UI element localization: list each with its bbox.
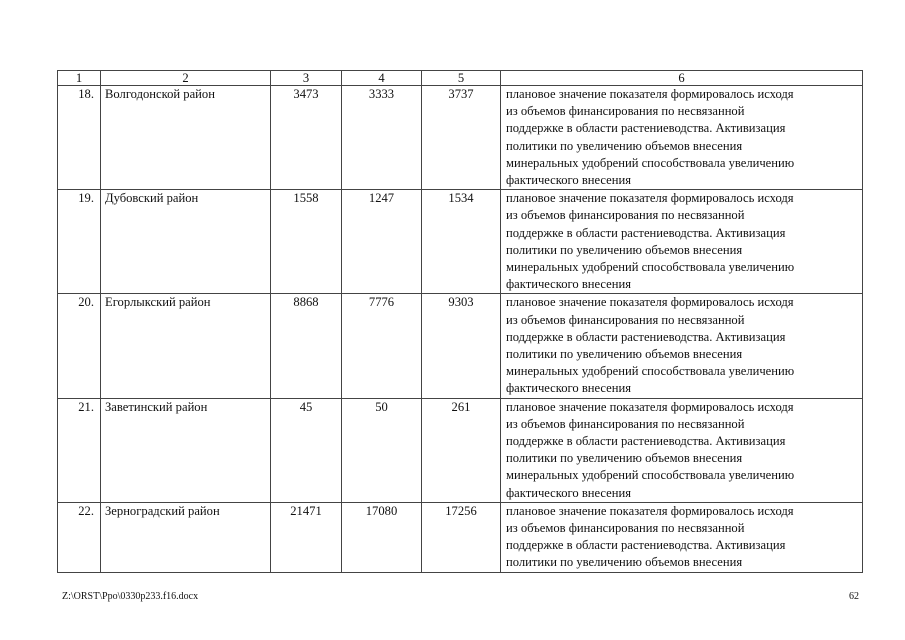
note-line: плановое значение показателя формировалось исходя: [506, 503, 794, 518]
note-cell: [501, 398, 863, 502]
value-col-4: 50: [342, 398, 422, 502]
note-line: плановое значение показателя формировалось исходя: [506, 295, 794, 310]
note-cell: [501, 502, 863, 572]
note-line: из объемов финансирования по несвязанной: [506, 416, 745, 431]
note-line: из объемов финансирования по несвязанной: [506, 312, 745, 327]
note-line: минеральных удобрений способствовала увеличению: [506, 260, 795, 275]
column-header: 6: [501, 71, 863, 86]
value-col-5: 17256: [422, 502, 501, 572]
table-row: [58, 398, 863, 502]
value-col-5: 1534: [422, 190, 501, 294]
note-line: фактического внесения: [506, 173, 632, 188]
note-line: из объемов финансирования по несвязанной: [506, 521, 745, 536]
district-name: Дубовский район: [101, 190, 271, 294]
note-line: политики по увеличению объемов внесения: [506, 138, 743, 153]
note-line: фактического внесения: [506, 485, 632, 500]
row-number: 18.: [58, 86, 101, 190]
district-name: Волгодонской район: [101, 86, 271, 190]
note-line: политики по увеличению объемов внесения: [506, 347, 743, 362]
value-col-3: 1558: [271, 190, 342, 294]
note-line: фактического внесения: [506, 381, 632, 396]
note-cell: [501, 190, 863, 294]
table-row: [58, 502, 863, 572]
note-line: из объемов финансирования по несвязанной: [506, 208, 745, 223]
column-header: 5: [422, 71, 501, 86]
note-cell: [501, 294, 863, 398]
value-col-5: 3737: [422, 86, 501, 190]
note-line: плановое значение показателя формировалось исходя: [506, 191, 794, 206]
note-line: поддержке в области растениеводства. Активизация: [506, 121, 786, 136]
note-line: из объемов финансирования по несвязанной: [506, 104, 745, 119]
row-number: 21.: [58, 398, 101, 502]
note-line: минеральных удобрений способствовала увеличению: [506, 155, 795, 170]
data-table: [57, 70, 863, 573]
district-name: Заветинский район: [101, 398, 271, 502]
value-col-3: 45: [271, 398, 342, 502]
row-number: 22.: [58, 502, 101, 572]
value-col-5: 261: [422, 398, 501, 502]
district-name: Егорлыкский район: [101, 294, 271, 398]
value-col-4: 17080: [342, 502, 422, 572]
column-header: 4: [342, 71, 422, 86]
row-number: 20.: [58, 294, 101, 398]
district-name: Зерноградский район: [101, 502, 271, 572]
note-line: минеральных удобрений способствовала увеличению: [506, 468, 795, 483]
value-col-3: 8868: [271, 294, 342, 398]
header-row: [58, 71, 863, 86]
note-line: политики по увеличению объемов внесения: [506, 451, 743, 466]
value-col-3: 3473: [271, 86, 342, 190]
value-col-4: 7776: [342, 294, 422, 398]
page-number: 62: [849, 591, 859, 602]
column-header: 1: [58, 71, 101, 86]
table-row: [58, 86, 863, 190]
note-line: поддержке в области растениеводства. Активизация: [506, 434, 786, 449]
column-header: 3: [271, 71, 342, 86]
note-line: политики по увеличению объемов внесения: [506, 555, 743, 570]
note-line: плановое значение показателя формировалось исходя: [506, 87, 794, 101]
value-col-4: 1247: [342, 190, 422, 294]
table-row: [58, 190, 863, 294]
note-line: плановое значение показателя формировалось исходя: [506, 399, 794, 414]
note-cell: [501, 86, 863, 190]
footer-file-path: Z:\ORST\Ppo\0330p233.f16.docx: [62, 591, 199, 602]
note-line: поддержке в области растениеводства. Активизация: [506, 538, 786, 553]
value-col-3: 21471: [271, 502, 342, 572]
note-line: политики по увеличению объемов внесения: [506, 242, 743, 257]
value-col-5: 9303: [422, 294, 501, 398]
note-line: поддержке в области растениеводства. Активизация: [506, 329, 786, 344]
table-row: [58, 294, 863, 398]
note-line: фактического внесения: [506, 277, 632, 292]
note-line: поддержке в области растениеводства. Активизация: [506, 225, 786, 240]
note-line: минеральных удобрений способствовала увеличению: [506, 364, 795, 379]
row-number: 19.: [58, 190, 101, 294]
value-col-4: 3333: [342, 86, 422, 190]
column-header: 2: [101, 71, 271, 86]
table-body: [58, 71, 863, 573]
